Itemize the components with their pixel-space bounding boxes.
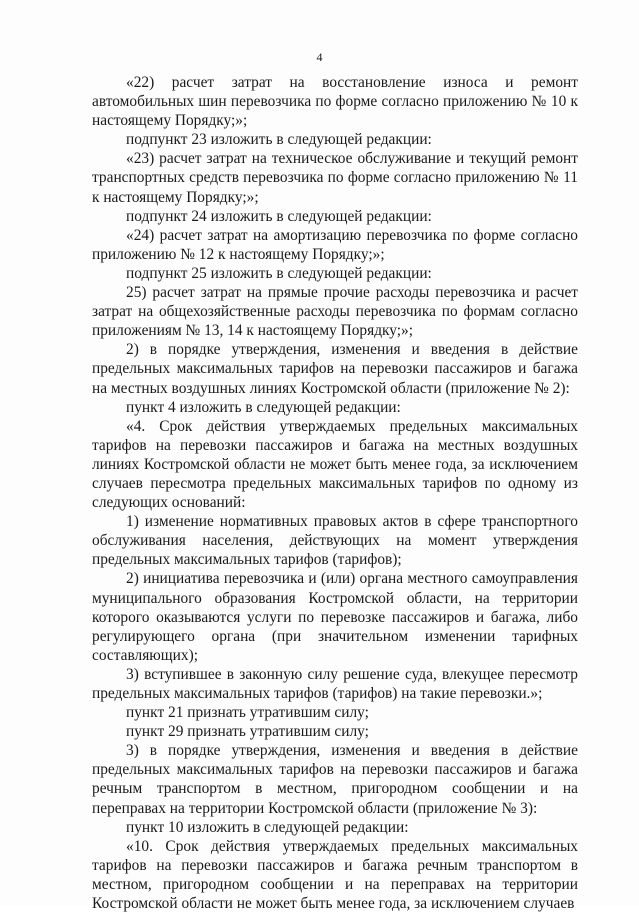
document-body — [92, 73, 578, 913]
paragraph-ground-1: 1) изменение нормативных правовых актов в сфере транспортного обслуживания населения, действующих на момент утверждения предельных максимальных тарифов (тарифов); — [92, 513, 578, 569]
paragraph-ground-2: 2) инициатива перевозчика и (или) органа местного самоуправления муниципального образования Костромской области, на территории которого оказываются услуги по перевозке пассажиров и багажа, либо регулирующего органа (при значительном изменении тарифных составляющих); — [92, 570, 578, 664]
page-number: 4 — [316, 50, 323, 64]
paragraph-point-10: «10. Срок действия утверждаемых предельных максимальных тарифов на перевозки пассажиров и багажа речным транспортом в местном, пригородном сообщении и на переправах на территории Костромской области не может быть менее года, за исключением случаев — [92, 837, 578, 913]
paragraph-point-29-void: пункт 29 признать утратившим силу; — [126, 723, 369, 741]
paragraph-instruction-24: подпункт 24 изложить в следующей редакции: — [126, 207, 432, 225]
paragraph-item-3-river: 3) в порядке утверждения, изменения и введения в действие предельных максимальных тарифов на перевозки пассажиров и багажа речным транспортом в местном, пригородном сообщении и на переправах на территории Костромской области (приложение № 3): — [92, 742, 578, 817]
paragraph-subpoint-23: «23) расчет затрат на техническое обслуживание и текущий ремонт транспортных средств перевозчика по форме согласно приложению № 11 к настоящему Порядку;»; — [92, 150, 578, 206]
paragraph-item-2-air: 2) в порядке утверждения, изменения и введения в действие предельных максимальных тарифов на перевозки пассажиров и багажа на местных воздушных линиях Костромской области (приложение № 2): — [92, 341, 578, 397]
paragraph-subpoint-22: «22) расчет затрат на восстановление износа и ремонт автомобильных шин перевозчика по форме согласно приложению № 10 к настоящему Порядку;»; — [92, 74, 578, 130]
paragraph-instruction-point-4: пункт 4 изложить в следующей редакции: — [126, 398, 401, 416]
paragraph-subpoint-24: «24) расчет затрат на амортизацию перевозчика по форме согласно приложению № 12 к настоящему Порядку;»; — [92, 226, 578, 263]
paragraph-subpoint-25: 25) расчет затрат на прямые прочие расходы перевозчика и расчет затрат на общехозяйственные расходы перевозчика по формам согласно приложениям № 13, 14 к настоящему Порядку;»; — [92, 284, 578, 340]
paragraph-ground-3: 3) вступившее в законную силу решение суда, влекущее пересмотр предельных максимальных тарифов (тарифов) на такие перевозки.»; — [92, 665, 578, 702]
paragraph-point-21-void: пункт 21 признать утратившим силу; — [126, 704, 369, 722]
paragraph-point-4: «4. Срок действия утверждаемых предельных максимальных тарифов на перевозки пассажиров и багажа на местных воздушных линиях Костромской области не может быть менее года, за исключением случаев пересмотра предельных максимальных тарифов по одному из следующих оснований: — [92, 417, 578, 512]
paragraph-instruction-point-10: пункт 10 изложить в следующей редакции: — [126, 818, 409, 836]
paragraph-instruction-25: подпункт 25 изложить в следующей редакции: — [126, 264, 432, 282]
paragraph-instruction-23: подпункт 23 изложить в следующей редакции: — [126, 131, 432, 149]
